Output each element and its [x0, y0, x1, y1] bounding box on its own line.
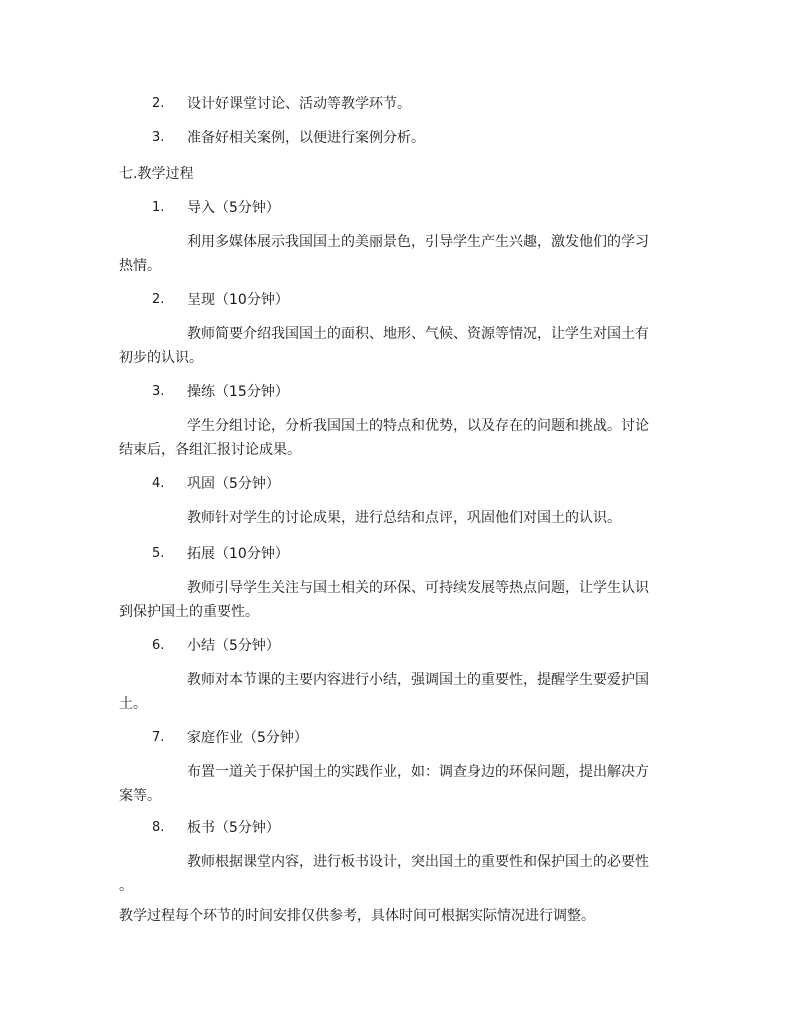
prep-item-text: 设计好课堂讨论、活动等教学环节。: [187, 96, 411, 112]
step-text-line1: 利用多媒体展示我国国土的美丽景色，引导学生产生兴趣，激发他们的学习: [187, 234, 649, 250]
step-title: 小结（5分钟）: [187, 638, 280, 654]
step-text-line1: 学生分组讨论，分析我国国土的特点和优势，以及存在的问题和挑战。讨论: [187, 418, 649, 434]
step-text-line2: 到保护国土的重要性。: [119, 604, 259, 620]
step-text-line1: 教师简要介绍我国国土的面积、地形、气候、资源等情况，让学生对国土有: [187, 326, 649, 342]
step-title: 导入（5分钟）: [187, 200, 280, 216]
step-title: 板书（5分钟）: [187, 820, 280, 836]
step-title: 呈现（10分钟）: [187, 292, 289, 308]
step-text-line2: 。: [119, 878, 133, 894]
step-number: 7.: [152, 730, 165, 745]
step-number: 4.: [152, 476, 165, 491]
step-title: 拓展（10分钟）: [187, 546, 289, 562]
step-text-line1: 教师对本节课的主要内容进行小结，强调国土的重要性，提醒学生要爱护国: [187, 672, 649, 688]
step-title: 家庭作业（5分钟）: [187, 730, 308, 746]
prep-item-text: 准备好相关案例，以便进行案例分析。: [187, 130, 425, 146]
list-number: 2.: [152, 96, 165, 111]
step-title: 巩固（5分钟）: [187, 476, 280, 492]
step-text-line2: 热情。: [119, 258, 161, 274]
step-number: 5.: [152, 546, 165, 561]
step-number: 6.: [152, 638, 165, 653]
step-text-line2: 结束后，各组汇报讨论成果。: [119, 442, 301, 458]
step-number: 3.: [152, 384, 165, 399]
step-text-line1: 教师根据课堂内容，进行板书设计，突出国土的重要性和保护国土的必要性: [187, 854, 649, 870]
step-text-line2: 案等。: [119, 788, 161, 804]
step-text-line2: 初步的认识。: [119, 350, 203, 366]
step-number: 1.: [152, 200, 165, 215]
step-title: 操练（15分钟）: [187, 384, 289, 400]
step-number: 2.: [152, 292, 165, 307]
closing-note: 教学过程每个环节的时间安排仅供参考，具体时间可根据实际情况进行调整。: [119, 908, 595, 924]
section-title: 七.教学过程: [119, 166, 194, 182]
list-number: 3.: [152, 130, 165, 145]
step-text-line1: 教师引导学生关注与国土相关的环保、可持续发展等热点问题，让学生认识: [187, 580, 649, 596]
step-text-line1: 布置一道关于保护国土的实践作业，如：调查身边的环保问题，提出解决方: [187, 764, 649, 780]
step-number: 8.: [152, 820, 165, 835]
step-text-line1: 教师针对学生的讨论成果，进行总结和点评，巩固他们对国土的认识。: [187, 510, 621, 526]
step-text-line2: 土。: [119, 696, 147, 712]
